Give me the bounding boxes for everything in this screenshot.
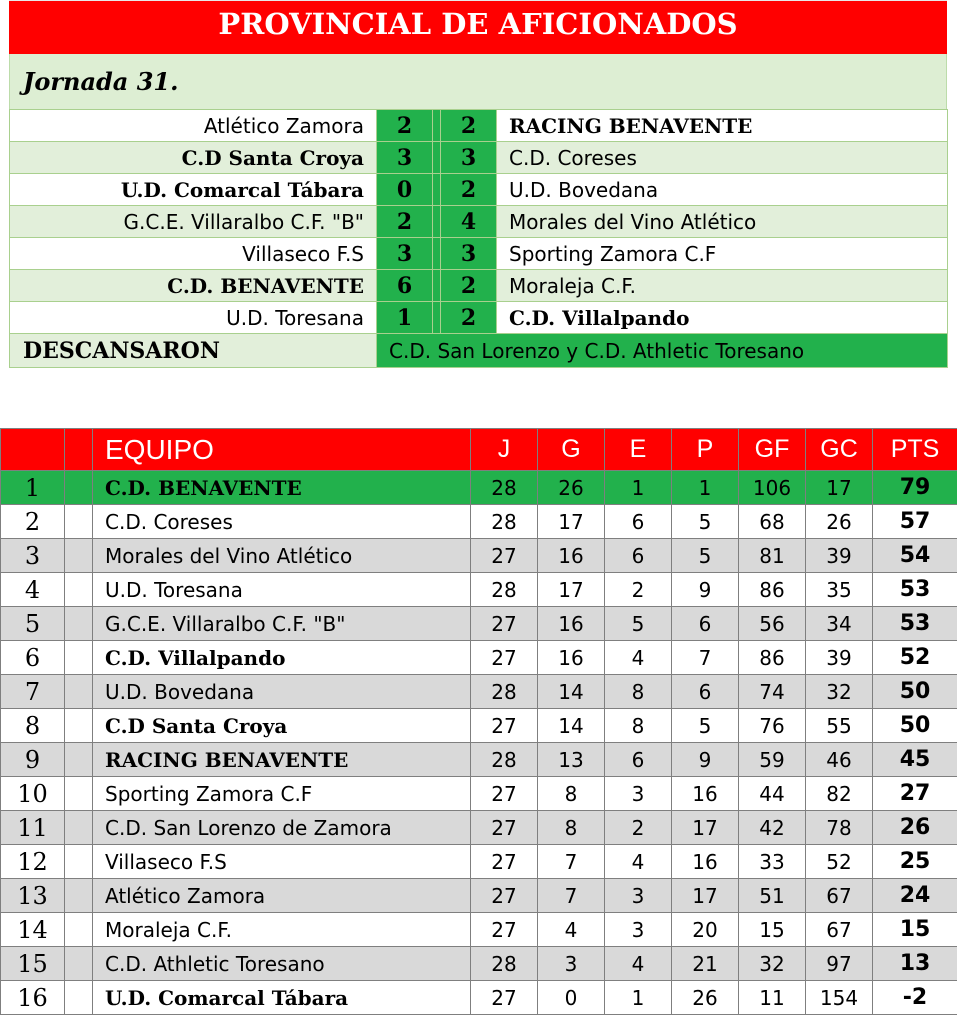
team-cell: C.D. Athletic Toresano [93,947,471,981]
score-divider [433,302,441,334]
rest-label: DESCANSARON [10,334,377,368]
position-cell: 13 [1,879,65,913]
pts-cell: 45 [873,743,957,777]
match-row [10,110,948,142]
gc-cell: 46 [806,743,873,777]
pts-cell: 27 [873,777,957,811]
spacer-cell [65,471,93,505]
e-cell: 4 [605,845,672,879]
gc-cell: 39 [806,539,873,573]
spacer-cell [65,845,93,879]
j-cell: 27 [471,539,538,573]
position-cell: 3 [1,539,65,573]
team-cell: C.D. BENAVENTE [93,471,471,505]
p-cell: 16 [672,845,739,879]
header-e: E [605,429,672,471]
home-team: G.C.E. Villaralbo C.F. "B" [10,206,377,238]
gf-cell: 59 [739,743,806,777]
score-divider [433,270,441,302]
home-score: 1 [377,302,433,334]
header-pos [1,429,65,471]
gf-cell: 11 [739,981,806,1015]
gc-cell: 34 [806,607,873,641]
home-score: 6 [377,270,433,302]
e-cell: 1 [605,981,672,1015]
pts-cell: 79 [873,471,957,505]
gf-cell: 42 [739,811,806,845]
score-divider [433,174,441,206]
pts-cell: 54 [873,539,957,573]
position-cell: 11 [1,811,65,845]
away-team: RACING BENAVENTE [497,110,948,142]
standings-row [1,505,957,539]
position-cell: 12 [1,845,65,879]
away-score: 3 [441,142,497,174]
team-cell: C.D Santa Croya [93,709,471,743]
gc-cell: 32 [806,675,873,709]
header-pts: PTS [873,429,957,471]
g-cell: 16 [538,607,605,641]
round-label: Jornada 31. [9,54,947,109]
home-score: 0 [377,174,433,206]
home-score: 3 [377,142,433,174]
position-cell: 14 [1,913,65,947]
spacer-cell [65,573,93,607]
rest-teams: C.D. San Lorenzo y C.D. Athletic Toresano [377,334,948,368]
j-cell: 28 [471,505,538,539]
j-cell: 28 [471,573,538,607]
away-team: Sporting Zamora C.F [497,238,948,270]
gf-cell: 44 [739,777,806,811]
away-team: C.D. Villalpando [497,302,948,334]
standings-row [1,879,957,913]
pts-cell: 25 [873,845,957,879]
match-row [10,270,948,302]
g-cell: 0 [538,981,605,1015]
spacer-cell [65,607,93,641]
header-gc: GC [806,429,873,471]
match-row [10,174,948,206]
team-cell: Moraleja C.F. [93,913,471,947]
match-row [10,238,948,270]
position-cell: 15 [1,947,65,981]
gc-cell: 67 [806,913,873,947]
e-cell: 6 [605,743,672,777]
j-cell: 27 [471,811,538,845]
p-cell: 9 [672,573,739,607]
e-cell: 3 [605,913,672,947]
gf-cell: 74 [739,675,806,709]
position-cell: 6 [1,641,65,675]
spacer-cell [65,641,93,675]
position-cell: 8 [1,709,65,743]
g-cell: 7 [538,845,605,879]
g-cell: 8 [538,777,605,811]
pts-cell: 52 [873,641,957,675]
standings-row [1,539,957,573]
gf-cell: 56 [739,607,806,641]
e-cell: 6 [605,505,672,539]
gc-cell: 55 [806,709,873,743]
team-cell: U.D. Toresana [93,573,471,607]
score-divider [433,238,441,270]
spacer-cell [65,981,93,1015]
p-cell: 5 [672,709,739,743]
home-team: Villaseco F.S [10,238,377,270]
g-cell: 16 [538,641,605,675]
home-team: U.D. Toresana [10,302,377,334]
p-cell: 5 [672,539,739,573]
p-cell: 21 [672,947,739,981]
j-cell: 27 [471,607,538,641]
score-divider [433,142,441,174]
home-score: 3 [377,238,433,270]
j-cell: 27 [471,845,538,879]
p-cell: 6 [672,607,739,641]
match-row [10,206,948,238]
header-gf: GF [739,429,806,471]
gc-cell: 26 [806,505,873,539]
standings-row [1,743,957,777]
away-team: U.D. Bovedana [497,174,948,206]
standings-row [1,607,957,641]
j-cell: 28 [471,675,538,709]
j-cell: 27 [471,981,538,1015]
standings-section [0,428,957,1015]
g-cell: 17 [538,505,605,539]
gc-cell: 17 [806,471,873,505]
pts-cell: -2 [873,981,957,1015]
header-p: P [672,429,739,471]
p-cell: 5 [672,505,739,539]
pts-cell: 15 [873,913,957,947]
p-cell: 20 [672,913,739,947]
position-cell: 2 [1,505,65,539]
position-cell: 7 [1,675,65,709]
standings-row [1,777,957,811]
gf-cell: 33 [739,845,806,879]
e-cell: 2 [605,573,672,607]
g-cell: 4 [538,913,605,947]
spacer-cell [65,505,93,539]
gc-cell: 97 [806,947,873,981]
away-score: 3 [441,238,497,270]
away-score: 2 [441,174,497,206]
home-team: C.D Santa Croya [10,142,377,174]
j-cell: 28 [471,743,538,777]
team-cell: Sporting Zamora C.F [93,777,471,811]
standings-row [1,709,957,743]
home-team: C.D. BENAVENTE [10,270,377,302]
gf-cell: 32 [739,947,806,981]
match-row [10,302,948,334]
pts-cell: 13 [873,947,957,981]
header-team: EQUIPO [93,429,471,471]
gc-cell: 39 [806,641,873,675]
away-score: 2 [441,110,497,142]
gc-cell: 35 [806,573,873,607]
gf-cell: 86 [739,573,806,607]
spacer-cell [65,743,93,777]
score-divider [433,206,441,238]
g-cell: 7 [538,879,605,913]
standings-row [1,947,957,981]
p-cell: 6 [672,675,739,709]
p-cell: 9 [672,743,739,777]
standings-header-row [1,429,957,471]
spacer-cell [65,675,93,709]
g-cell: 14 [538,675,605,709]
results-table [9,109,948,368]
g-cell: 14 [538,709,605,743]
j-cell: 27 [471,777,538,811]
rest-row [10,334,948,368]
spacer-cell [65,777,93,811]
team-cell: Morales del Vino Atlético [93,539,471,573]
g-cell: 3 [538,947,605,981]
g-cell: 16 [538,539,605,573]
e-cell: 1 [605,471,672,505]
header-g: G [538,429,605,471]
gc-cell: 52 [806,845,873,879]
standings-row [1,675,957,709]
gc-cell: 82 [806,777,873,811]
pts-cell: 24 [873,879,957,913]
gf-cell: 86 [739,641,806,675]
match-row [10,142,948,174]
pts-cell: 53 [873,573,957,607]
away-team: Moraleja C.F. [497,270,948,302]
gc-cell: 67 [806,879,873,913]
standings-table [0,428,957,1015]
pts-cell: 26 [873,811,957,845]
gf-cell: 81 [739,539,806,573]
e-cell: 2 [605,811,672,845]
home-team: U.D. Comarcal Tábara [10,174,377,206]
position-cell: 4 [1,573,65,607]
gf-cell: 76 [739,709,806,743]
gf-cell: 106 [739,471,806,505]
j-cell: 27 [471,913,538,947]
home-team: Atlético Zamora [10,110,377,142]
spacer-cell [65,913,93,947]
team-cell: G.C.E. Villaralbo C.F. "B" [93,607,471,641]
away-score: 2 [441,270,497,302]
gf-cell: 68 [739,505,806,539]
e-cell: 4 [605,641,672,675]
team-cell: C.D. San Lorenzo de Zamora [93,811,471,845]
spacer-cell [65,539,93,573]
p-cell: 26 [672,981,739,1015]
e-cell: 6 [605,539,672,573]
home-score: 2 [377,206,433,238]
g-cell: 13 [538,743,605,777]
p-cell: 1 [672,471,739,505]
standings-row [1,811,957,845]
position-cell: 16 [1,981,65,1015]
team-cell: C.D. Villalpando [93,641,471,675]
header-spacer [65,429,93,471]
away-score: 4 [441,206,497,238]
standings-row [1,641,957,675]
pts-cell: 57 [873,505,957,539]
away-score: 2 [441,302,497,334]
page-title: PROVINCIAL DE AFICIONADOS [9,0,947,54]
p-cell: 16 [672,777,739,811]
e-cell: 8 [605,709,672,743]
j-cell: 27 [471,641,538,675]
e-cell: 4 [605,947,672,981]
home-score: 2 [377,110,433,142]
e-cell: 8 [605,675,672,709]
spacer-cell [65,811,93,845]
gc-cell: 78 [806,811,873,845]
team-cell: Atlético Zamora [93,879,471,913]
g-cell: 8 [538,811,605,845]
pts-cell: 50 [873,675,957,709]
position-cell: 5 [1,607,65,641]
away-team: Morales del Vino Atlético [497,206,948,238]
pts-cell: 53 [873,607,957,641]
gc-cell: 154 [806,981,873,1015]
position-cell: 1 [1,471,65,505]
standings-row [1,981,957,1015]
p-cell: 17 [672,879,739,913]
team-cell: U.D. Bovedana [93,675,471,709]
team-cell: RACING BENAVENTE [93,743,471,777]
spacer-cell [65,879,93,913]
standings-row [1,845,957,879]
gf-cell: 51 [739,879,806,913]
away-team: C.D. Coreses [497,142,948,174]
p-cell: 17 [672,811,739,845]
position-cell: 9 [1,743,65,777]
e-cell: 3 [605,777,672,811]
standings-row [1,913,957,947]
team-cell: Villaseco F.S [93,845,471,879]
team-cell: C.D. Coreses [93,505,471,539]
j-cell: 27 [471,709,538,743]
header-j: J [471,429,538,471]
spacer-cell [65,947,93,981]
e-cell: 3 [605,879,672,913]
position-cell: 10 [1,777,65,811]
j-cell: 27 [471,879,538,913]
gf-cell: 15 [739,913,806,947]
g-cell: 17 [538,573,605,607]
team-cell: U.D. Comarcal Tábara [93,981,471,1015]
standings-row [1,471,957,505]
j-cell: 28 [471,947,538,981]
pts-cell: 50 [873,709,957,743]
spacer-cell [65,709,93,743]
standings-row [1,573,957,607]
g-cell: 26 [538,471,605,505]
score-divider [433,110,441,142]
j-cell: 28 [471,471,538,505]
e-cell: 5 [605,607,672,641]
p-cell: 7 [672,641,739,675]
results-section [9,0,947,368]
